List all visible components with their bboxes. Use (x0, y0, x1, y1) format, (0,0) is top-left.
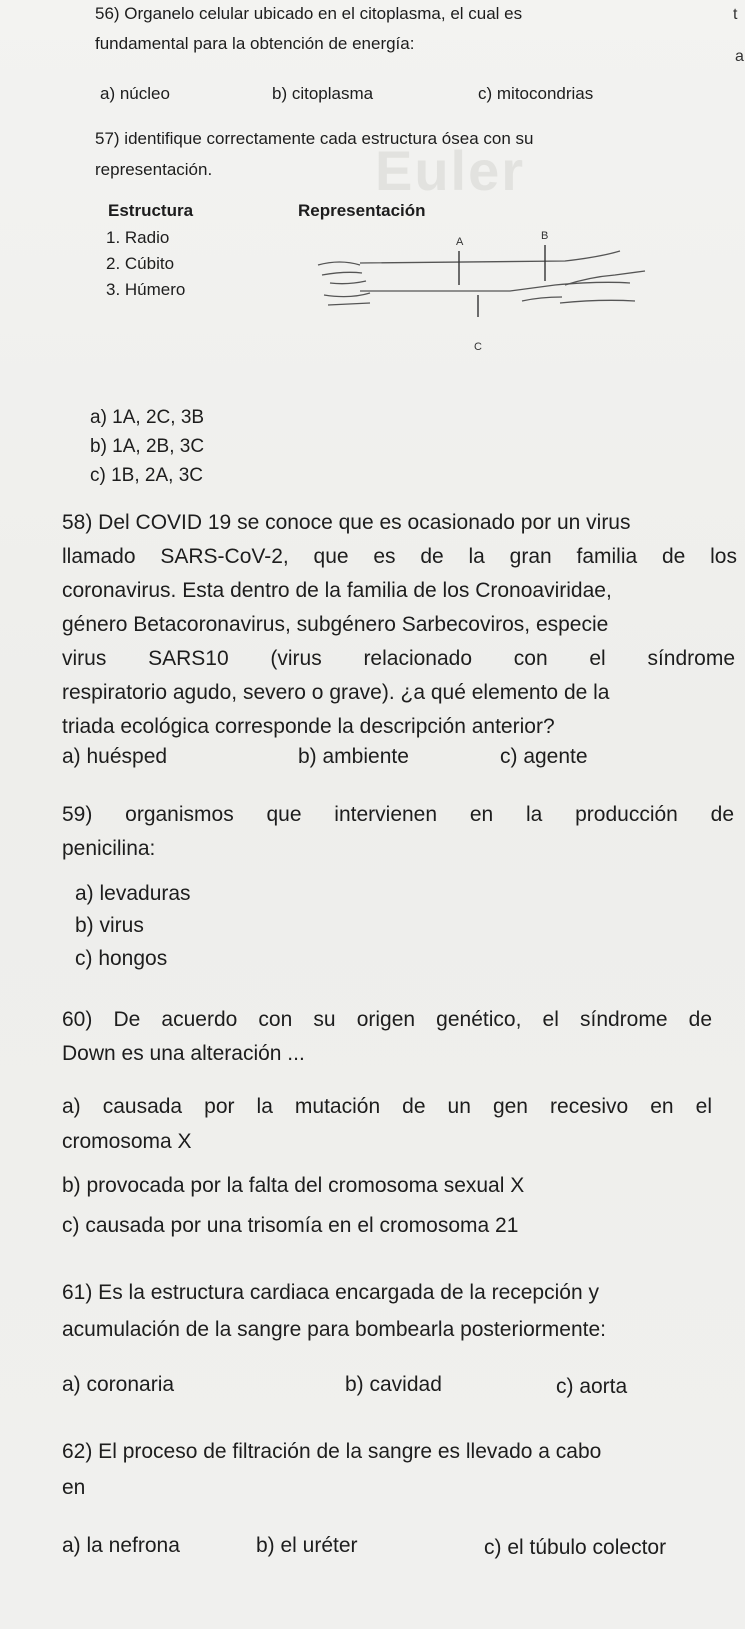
q58-line-3: coronavirus. Esta dentro de la familia de los Cronoaviridae, (62, 579, 612, 602)
q62-line-1: 62) El proceso de filtración de la sangre es llevado a cabo (62, 1440, 602, 1463)
q57-item-3: 3. Húmero (106, 280, 186, 299)
edge-letter-1: t (733, 6, 738, 23)
q59-line-1: 59) organismos que intervienen en la producción de (62, 803, 734, 826)
q61-line-1: 61) Es la estructura cardiaca encargada de la recepción y (62, 1281, 599, 1304)
q57-item-2: 2. Cúbito (106, 254, 175, 273)
q58-line-7: triada ecológica corresponde la descripción anterior? (62, 715, 555, 738)
q62-option-c: c) el túbulo colector (484, 1536, 667, 1559)
q62-option-a: a) la nefrona (62, 1534, 180, 1557)
arm-bones-diagram (300, 225, 670, 355)
q60-option-b: b) provocada por la falta del cromosoma sexual X (62, 1174, 525, 1197)
q57-line-2: representación. (95, 160, 213, 179)
q57-option-a: a) 1A, 2C, 3B (90, 407, 205, 428)
q57-line-1: 57) identifique correctamente cada estructura ósea con su (95, 129, 534, 148)
q60-option-c: c) causada por una trisomía en el cromosoma 21 (62, 1214, 519, 1237)
q58-option-c: c) agente (500, 745, 588, 768)
q58-line-1: 58) Del COVID 19 se conoce que es ocasionado por un virus (62, 511, 631, 534)
q56-line-2: fundamental para la obtención de energía: (95, 34, 415, 53)
diagram-label-c: C (474, 341, 482, 353)
watermark-logo: Euler (375, 139, 526, 202)
q58-option-b: b) ambiente (298, 745, 409, 768)
q56-option-c: c) mitocondrias (478, 84, 594, 103)
arm-outline (318, 251, 645, 305)
label-pointers (459, 245, 545, 317)
edge-letter-2: a (735, 48, 744, 65)
q60-line-1: 60) De acuerdo con su origen genético, el síndrome de (62, 1008, 712, 1031)
q59-option-a: a) levaduras (75, 882, 191, 905)
q57-item-1: 1. Radio (106, 228, 170, 247)
q56-option-a: a) núcleo (100, 84, 170, 103)
q60-line-2: Down es una alteración ... (62, 1042, 305, 1065)
diagram-label-b: B (541, 230, 549, 242)
q59-line-2: penicilina: (62, 837, 156, 860)
q58-line-4: género Betacoronavirus, subgénero Sarbecoviros, especie (62, 613, 609, 636)
q57-option-b: b) 1A, 2B, 3C (90, 436, 205, 457)
q56-option-b: b) citoplasma (272, 84, 374, 103)
q61-option-c: c) aorta (556, 1375, 628, 1398)
q60-option-a-line-2: cromosoma X (62, 1130, 192, 1153)
q57-representation-header: Representación (298, 201, 426, 220)
q59-option-b: b) virus (75, 914, 144, 937)
q56-line-1: 56) Organelo celular ubicado en el citoplasma, el cual es (95, 4, 523, 23)
q62-option-b: b) el uréter (256, 1534, 358, 1557)
q58-line-2: llamado SARS-CoV-2, que es de la gran familia de los (62, 545, 737, 568)
q58-line-6: respiratorio agudo, severo o grave). ¿a qué elemento de la (62, 681, 610, 704)
q61-option-a: a) coronaria (62, 1373, 175, 1396)
q60-option-a-line-1: a) causada por la mutación de un gen recesivo en el (62, 1095, 712, 1118)
q59-option-c: c) hongos (75, 947, 168, 970)
q57-option-c: c) 1B, 2A, 3C (90, 465, 203, 486)
diagram-label-a: A (456, 236, 464, 248)
q58-line-5: virus SARS10 (virus relacionado con el síndrome (62, 647, 735, 670)
q58-option-a: a) huésped (62, 745, 168, 768)
q57-structure-header: Estructura (108, 201, 194, 220)
q62-line-2: en (62, 1476, 86, 1499)
q61-line-2: acumulación de la sangre para bombearla posteriormente: (62, 1318, 606, 1341)
q61-option-b: b) cavidad (345, 1373, 442, 1396)
